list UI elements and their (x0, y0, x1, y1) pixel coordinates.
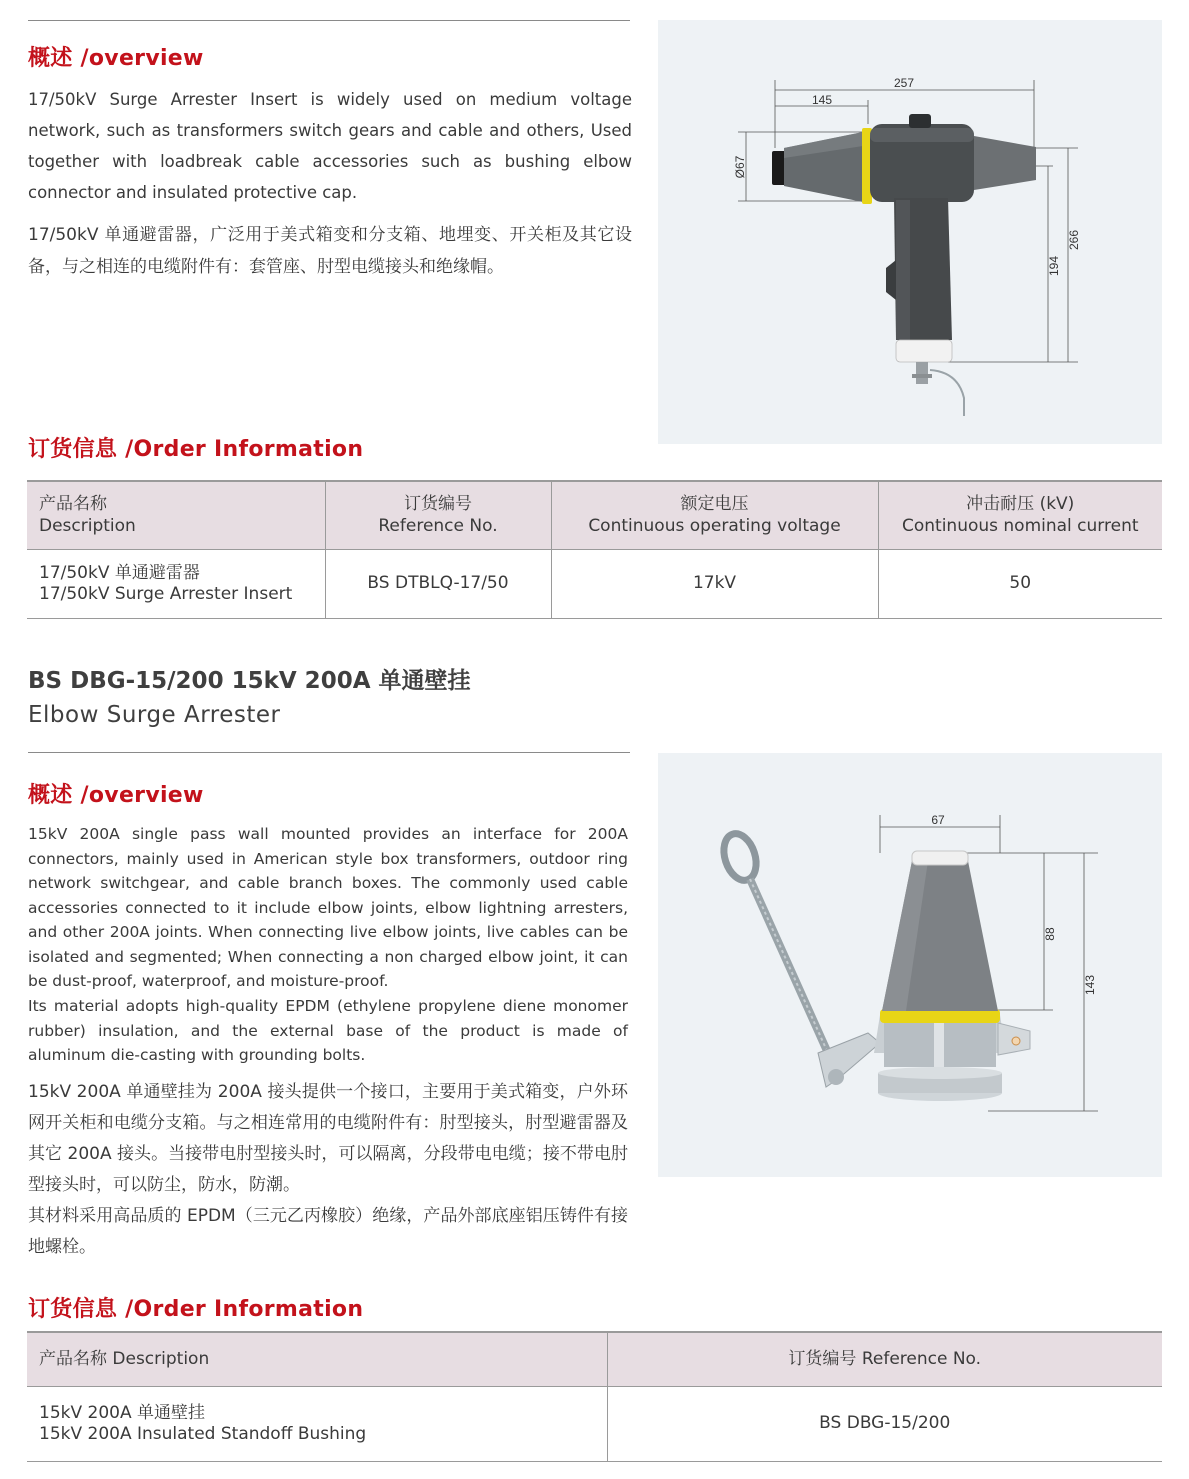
product-subtitle: Elbow Surge Arrester (28, 702, 281, 728)
cell-voltage: 17kV (551, 549, 878, 618)
col-description: 产品名称 Description (27, 481, 325, 549)
dim-diameter: Ø67 (733, 155, 747, 179)
surge-arrester-insert-drawing (658, 20, 1162, 444)
cell-reference: BS DTBLQ-17/50 (325, 549, 551, 618)
cell-description: 15kV 200A 单通壁挂 15kV 200A Insulated Standoff Bushing (27, 1386, 607, 1461)
cell-description: 17/50kV 单通避雷器 17/50kV Surge Arrester Insert (27, 549, 325, 618)
col-reference: 订货编号 Reference No. (325, 481, 551, 549)
col-reference: 订货编号 Reference No. (607, 1332, 1162, 1386)
order-table-1 (27, 480, 1162, 619)
product-drawing-2 (658, 753, 1162, 1177)
standoff-bushing-drawing (658, 753, 1162, 1177)
order-heading-1: 订货信息 /Order Information (28, 437, 364, 462)
col-voltage: 额定电压 Continuous operating voltage (551, 481, 878, 549)
cell-reference: BS DBG-15/200 (607, 1386, 1162, 1461)
product-title: BS DBG-15/200 15kV 200A 单通壁挂 (28, 668, 471, 694)
col-impulse: 冲击耐压 (kV) Continuous nominal current (878, 481, 1162, 549)
overview-text-cn-3: 其材料采用高品质的 EPDM（三元乙丙橡胶）绝缘，产品外部底座铝压铸件有接地螺栓。 (28, 1206, 628, 1257)
order-table-2 (27, 1331, 1162, 1462)
dim-height-1: 194 (1047, 255, 1061, 277)
order-table-1-header (27, 481, 1162, 549)
dim-width: 67 (931, 813, 945, 827)
table-row (27, 549, 1162, 618)
overview-heading-2: 概述 /overview (28, 783, 204, 808)
overview-text-cn-1: 17/50kV 单通避雷器，广泛用于美式箱变和分支箱、地埋变、开关柜及其它设备，与之相连的电缆附件有：套管座、肘型电缆接头和绝缘帽。 (28, 225, 632, 277)
col-description: 产品名称 Description (27, 1332, 607, 1386)
order-heading-2: 订货信息 /Order Information (28, 1297, 364, 1322)
section-divider (28, 752, 630, 753)
dim-length-front: 145 (811, 93, 833, 107)
order-table-2-header (27, 1332, 1162, 1386)
dim-height-a: 88 (1043, 927, 1057, 941)
overview-text-en-2: 15kV 200A single pass wall mounted provides an interface for 200A connectors, mainly used in American style box transformers, outdoor ring network switchgear, and cable branch boxes. The commonly used cable accessories connected to it include elbow joints, elbow lightning arresters, and other 200A joints. When connecting live elbow joints, live cables can be isolated and segmented; When connecting a non charged elbow joint, it can be dust-proof, waterproof, and moisture-proof. (28, 825, 628, 990)
overview-heading-1: 概述 /overview (28, 46, 204, 71)
dim-height-2: 266 (1067, 229, 1081, 251)
cell-impulse: 50 (878, 549, 1162, 618)
overview-text-en-1: 17/50kV Surge Arrester Insert is widely used on medium voltage network, such as transformers switch gears and cable and others, Used together with loadbreak cable accessories such as bushing elbow connector and insulated protective cap. (28, 90, 632, 202)
overview-text-en-3: Its material adopts high-quality EPDM (ethylene propylene diene monomer rubber) insulation, and the external base of the product is made of aluminum die-casting with grounding bolts. (28, 997, 628, 1064)
table-row (27, 1386, 1162, 1461)
dim-height-b: 143 (1083, 974, 1097, 996)
dim-length-total: 257 (893, 76, 915, 90)
product-drawing-1 (658, 20, 1162, 444)
top-divider (28, 20, 630, 21)
overview-text-cn-2: 15kV 200A 单通壁挂为 200A 接头提供一个接口，主要用于美式箱变，户外环网开关柜和电缆分支箱。与之相连常用的电缆附件有：肘型接头，肘型避雷器及其它 200A 接头。当接带电肘型接头时，可以隔离，分段带电电缆；接不带电肘型接头时，可以防尘，防水，防潮。 (28, 1082, 628, 1195)
